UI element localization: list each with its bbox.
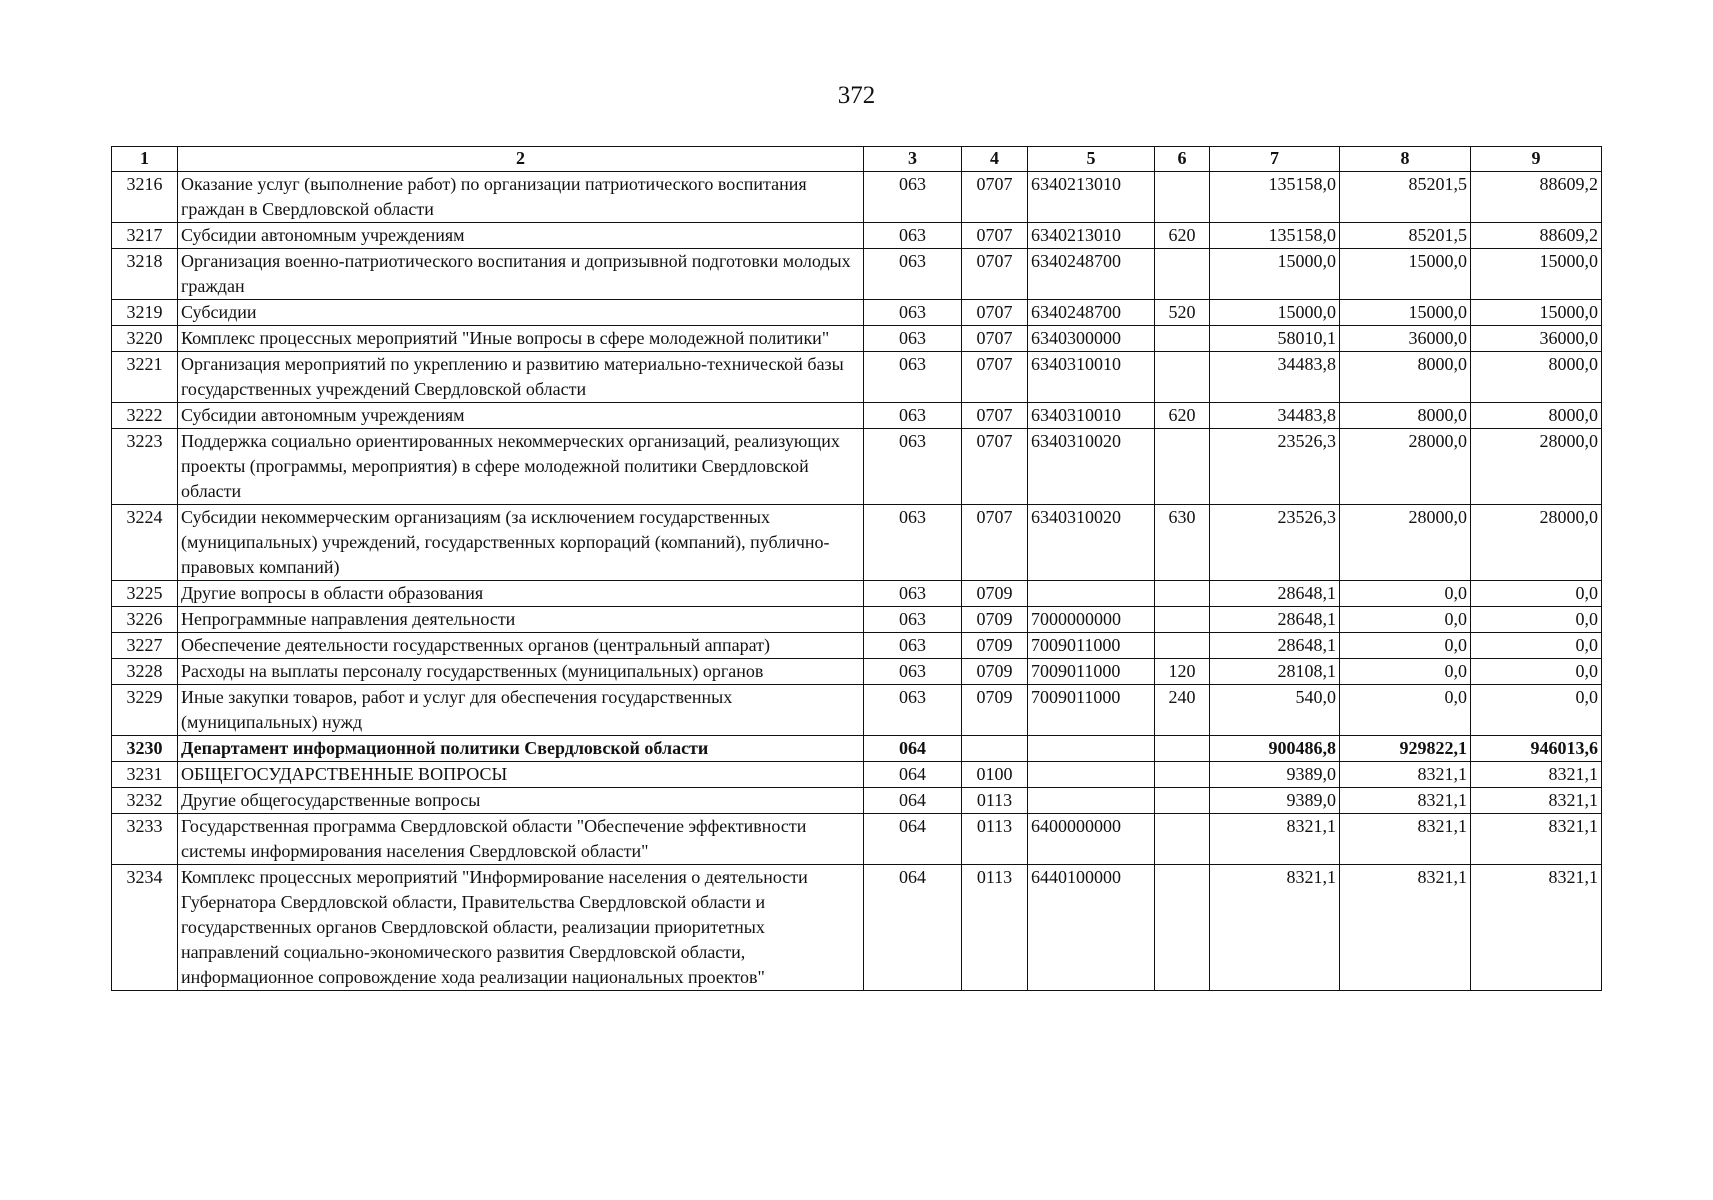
ministry-code-cell: 064 — [864, 762, 962, 788]
amount-cell: 15000,0 — [1210, 300, 1340, 326]
amount-cell: 8321,1 — [1210, 865, 1340, 991]
item-name-cell: Поддержка социально ориентированных некоммерческих организаций, реализующих проекты (программы, мероприятия) в сфере молодежной политики Свердловской области — [178, 429, 864, 505]
target-code-cell: 7009011000 — [1028, 633, 1155, 659]
amount-cell: 34483,8 — [1210, 352, 1340, 403]
ministry-code-cell: 063 — [864, 633, 962, 659]
table-row — [112, 326, 1602, 352]
amount-cell: 88609,2 — [1471, 172, 1602, 223]
ministry-code-cell: 063 — [864, 607, 962, 633]
amount-cell: 946013,6 — [1471, 736, 1602, 762]
amount-cell: 0,0 — [1471, 633, 1602, 659]
expense-type-cell — [1155, 352, 1210, 403]
target-code-cell: 6340310020 — [1028, 505, 1155, 581]
ministry-code-cell: 064 — [864, 814, 962, 865]
table-row — [112, 865, 1602, 991]
row-number-cell: 3222 — [112, 403, 178, 429]
section-code-cell: 0707 — [962, 352, 1028, 403]
page-number: 372 — [837, 82, 876, 109]
expense-type-cell: 630 — [1155, 505, 1210, 581]
amount-cell: 15000,0 — [1210, 249, 1340, 300]
target-code-cell: 6340213010 — [1028, 172, 1155, 223]
row-number-cell: 3230 — [112, 736, 178, 762]
header-row — [112, 147, 1602, 172]
row-number-cell: 3218 — [112, 249, 178, 300]
column-header: 6 — [1155, 147, 1210, 172]
amount-cell: 8321,1 — [1471, 762, 1602, 788]
target-code-cell: 6340248700 — [1028, 300, 1155, 326]
item-name-cell: Государственная программа Свердловской области "Обеспечение эффективности системы информирования населения Свердловской области" — [178, 814, 864, 865]
row-number-cell: 3216 — [112, 172, 178, 223]
amount-cell: 15000,0 — [1340, 300, 1471, 326]
item-name-cell: Субсидии автономным учреждениям — [178, 403, 864, 429]
table-row — [112, 607, 1602, 633]
item-name-cell: Другие вопросы в области образования — [178, 581, 864, 607]
amount-cell: 28000,0 — [1471, 429, 1602, 505]
item-name-cell: Оказание услуг (выполнение работ) по организации патриотического воспитания граждан в Свердловской области — [178, 172, 864, 223]
item-name-cell: Организация мероприятий по укреплению и развитию материально-технической базы государственных учреждений Свердловской области — [178, 352, 864, 403]
ministry-code-cell: 063 — [864, 223, 962, 249]
amount-cell: 135158,0 — [1210, 172, 1340, 223]
target-code-cell: 6340310020 — [1028, 429, 1155, 505]
ministry-code-cell: 063 — [864, 581, 962, 607]
section-code-cell: 0707 — [962, 429, 1028, 505]
amount-cell: 8000,0 — [1471, 352, 1602, 403]
amount-cell: 85201,5 — [1340, 223, 1471, 249]
expense-type-cell — [1155, 429, 1210, 505]
expense-type-cell: 520 — [1155, 300, 1210, 326]
section-code-cell: 0707 — [962, 505, 1028, 581]
amount-cell: 8321,1 — [1471, 814, 1602, 865]
ministry-code-cell: 064 — [864, 865, 962, 991]
target-code-cell: 7009011000 — [1028, 685, 1155, 736]
section-code-cell: 0709 — [962, 633, 1028, 659]
row-number-cell: 3233 — [112, 814, 178, 865]
expense-type-cell — [1155, 249, 1210, 300]
item-name-cell: Другие общегосударственные вопросы — [178, 788, 864, 814]
row-number-cell: 3220 — [112, 326, 178, 352]
row-number-cell: 3223 — [112, 429, 178, 505]
row-number-cell: 3221 — [112, 352, 178, 403]
ministry-code-cell: 064 — [864, 788, 962, 814]
section-code-cell: 0709 — [962, 659, 1028, 685]
amount-cell: 8321,1 — [1340, 762, 1471, 788]
budget-table — [111, 146, 1602, 991]
amount-cell: 0,0 — [1340, 659, 1471, 685]
amount-cell: 58010,1 — [1210, 326, 1340, 352]
item-name-cell: Непрограммные направления деятельности — [178, 607, 864, 633]
row-number-cell: 3227 — [112, 633, 178, 659]
section-code-cell: 0709 — [962, 607, 1028, 633]
table-row — [112, 505, 1602, 581]
amount-cell: 28000,0 — [1340, 505, 1471, 581]
expense-type-cell: 620 — [1155, 403, 1210, 429]
amount-cell: 9389,0 — [1210, 762, 1340, 788]
target-code-cell: 6340310010 — [1028, 352, 1155, 403]
expense-type-cell — [1155, 581, 1210, 607]
section-code-cell: 0113 — [962, 814, 1028, 865]
expense-type-cell: 120 — [1155, 659, 1210, 685]
item-name-cell: Иные закупки товаров, работ и услуг для обеспечения государственных (муниципальных) нужд — [178, 685, 864, 736]
amount-cell: 23526,3 — [1210, 429, 1340, 505]
column-header: 9 — [1471, 147, 1602, 172]
item-name-cell: Комплекс процессных мероприятий "Информирование населения о деятельности Губернатора Свердловской области, Правительства Свердловской области и государственных органов Свердловской области, реализации приоритетных направлений социально-экономического развития Свердловской области, информационное сопровождение хода реализации национальных проектов" — [178, 865, 864, 991]
amount-cell: 0,0 — [1471, 685, 1602, 736]
target-code-cell: 6340310010 — [1028, 403, 1155, 429]
expense-type-cell — [1155, 762, 1210, 788]
amount-cell: 8321,1 — [1340, 814, 1471, 865]
row-number-cell: 3219 — [112, 300, 178, 326]
section-code-cell: 0100 — [962, 762, 1028, 788]
row-number-cell: 3234 — [112, 865, 178, 991]
section-code-cell: 0113 — [962, 788, 1028, 814]
amount-cell: 34483,8 — [1210, 403, 1340, 429]
column-header: 7 — [1210, 147, 1340, 172]
ministry-code-cell: 063 — [864, 429, 962, 505]
amount-cell: 15000,0 — [1471, 300, 1602, 326]
section-code-cell: 0707 — [962, 249, 1028, 300]
expense-type-cell — [1155, 326, 1210, 352]
amount-cell: 28000,0 — [1471, 505, 1602, 581]
amount-cell: 8321,1 — [1210, 814, 1340, 865]
amount-cell: 540,0 — [1210, 685, 1340, 736]
amount-cell: 28108,1 — [1210, 659, 1340, 685]
table-row — [112, 352, 1602, 403]
amount-cell: 8000,0 — [1340, 352, 1471, 403]
table-body — [112, 172, 1602, 991]
amount-cell: 28648,1 — [1210, 607, 1340, 633]
item-name-cell: Обеспечение деятельности государственных органов (центральный аппарат) — [178, 633, 864, 659]
table-row — [112, 249, 1602, 300]
column-header: 2 — [178, 147, 864, 172]
amount-cell: 23526,3 — [1210, 505, 1340, 581]
item-name-cell: Комплекс процессных мероприятий "Иные вопросы в сфере молодежной политики" — [178, 326, 864, 352]
section-code-cell: 0707 — [962, 223, 1028, 249]
ministry-code-cell: 063 — [864, 352, 962, 403]
column-header: 4 — [962, 147, 1028, 172]
section-code-cell — [962, 736, 1028, 762]
expense-type-cell — [1155, 736, 1210, 762]
row-number-cell: 3231 — [112, 762, 178, 788]
section-code-cell: 0707 — [962, 172, 1028, 223]
section-code-cell: 0113 — [962, 865, 1028, 991]
table-row — [112, 300, 1602, 326]
column-header: 1 — [112, 147, 178, 172]
target-code-cell: 6440100000 — [1028, 865, 1155, 991]
section-code-cell: 0707 — [962, 403, 1028, 429]
row-number-cell: 3225 — [112, 581, 178, 607]
section-code-cell: 0707 — [962, 300, 1028, 326]
table-row — [112, 403, 1602, 429]
ministry-code-cell: 064 — [864, 736, 962, 762]
item-name-cell: Субсидии — [178, 300, 864, 326]
table-row — [112, 762, 1602, 788]
section-code-cell: 0707 — [962, 326, 1028, 352]
table-row — [112, 581, 1602, 607]
amount-cell: 8321,1 — [1471, 865, 1602, 991]
item-name-cell: ОБЩЕГОСУДАРСТВЕННЫЕ ВОПРОСЫ — [178, 762, 864, 788]
target-code-cell — [1028, 581, 1155, 607]
amount-cell: 88609,2 — [1471, 223, 1602, 249]
row-number-cell: 3229 — [112, 685, 178, 736]
amount-cell: 0,0 — [1340, 633, 1471, 659]
expense-type-cell — [1155, 607, 1210, 633]
amount-cell: 28648,1 — [1210, 581, 1340, 607]
amount-cell: 900486,8 — [1210, 736, 1340, 762]
amount-cell: 929822,1 — [1340, 736, 1471, 762]
table-row — [112, 814, 1602, 865]
expense-type-cell — [1155, 633, 1210, 659]
ministry-code-cell: 063 — [864, 300, 962, 326]
column-header: 8 — [1340, 147, 1471, 172]
row-number-cell: 3224 — [112, 505, 178, 581]
amount-cell: 8000,0 — [1340, 403, 1471, 429]
expense-type-cell — [1155, 788, 1210, 814]
amount-cell: 15000,0 — [1471, 249, 1602, 300]
target-code-cell — [1028, 762, 1155, 788]
section-code-cell: 0709 — [962, 685, 1028, 736]
column-header: 5 — [1028, 147, 1155, 172]
row-number-cell: 3232 — [112, 788, 178, 814]
expense-type-cell: 620 — [1155, 223, 1210, 249]
ministry-code-cell: 063 — [864, 685, 962, 736]
amount-cell: 0,0 — [1471, 581, 1602, 607]
item-name-cell: Организация военно-патриотического воспитания и допризывной подготовки молодых граждан — [178, 249, 864, 300]
table-row — [112, 633, 1602, 659]
target-code-cell: 6400000000 — [1028, 814, 1155, 865]
expense-type-cell — [1155, 814, 1210, 865]
ministry-code-cell: 063 — [864, 326, 962, 352]
table-row — [112, 223, 1602, 249]
expense-type-cell — [1155, 172, 1210, 223]
row-number-cell: 3228 — [112, 659, 178, 685]
row-number-cell: 3217 — [112, 223, 178, 249]
table-row — [112, 659, 1602, 685]
amount-cell: 0,0 — [1340, 607, 1471, 633]
amount-cell: 8321,1 — [1340, 865, 1471, 991]
amount-cell: 36000,0 — [1340, 326, 1471, 352]
amount-cell: 9389,0 — [1210, 788, 1340, 814]
target-code-cell: 6340213010 — [1028, 223, 1155, 249]
table-row — [112, 429, 1602, 505]
amount-cell: 0,0 — [1340, 581, 1471, 607]
item-name-cell: Департамент информационной политики Свердловской области — [178, 736, 864, 762]
table-row — [112, 788, 1602, 814]
column-header: 3 — [864, 147, 962, 172]
target-code-cell: 6340300000 — [1028, 326, 1155, 352]
target-code-cell: 7009011000 — [1028, 659, 1155, 685]
ministry-code-cell: 063 — [864, 172, 962, 223]
amount-cell: 8321,1 — [1471, 788, 1602, 814]
amount-cell: 15000,0 — [1340, 249, 1471, 300]
row-number-cell: 3226 — [112, 607, 178, 633]
amount-cell: 0,0 — [1471, 659, 1602, 685]
amount-cell: 135158,0 — [1210, 223, 1340, 249]
table-row — [112, 685, 1602, 736]
amount-cell: 85201,5 — [1340, 172, 1471, 223]
expense-type-cell: 240 — [1155, 685, 1210, 736]
ministry-code-cell: 063 — [864, 659, 962, 685]
amount-cell: 8321,1 — [1340, 788, 1471, 814]
amount-cell: 28000,0 — [1340, 429, 1471, 505]
target-code-cell — [1028, 788, 1155, 814]
expense-type-cell — [1155, 865, 1210, 991]
amount-cell: 0,0 — [1471, 607, 1602, 633]
target-code-cell: 7000000000 — [1028, 607, 1155, 633]
target-code-cell — [1028, 736, 1155, 762]
item-name-cell: Субсидии автономным учреждениям — [178, 223, 864, 249]
ministry-code-cell: 063 — [864, 505, 962, 581]
section-code-cell: 0709 — [962, 581, 1028, 607]
table-row — [112, 172, 1602, 223]
amount-cell: 28648,1 — [1210, 633, 1340, 659]
table-row — [112, 736, 1602, 762]
item-name-cell: Субсидии некоммерческим организациям (за исключением государственных (муниципальных) учреждений, государственных корпораций (компаний), публично-правовых компаний) — [178, 505, 864, 581]
amount-cell: 8000,0 — [1471, 403, 1602, 429]
ministry-code-cell: 063 — [864, 249, 962, 300]
target-code-cell: 6340248700 — [1028, 249, 1155, 300]
amount-cell: 36000,0 — [1471, 326, 1602, 352]
ministry-code-cell: 063 — [864, 403, 962, 429]
item-name-cell: Расходы на выплаты персоналу государственных (муниципальных) органов — [178, 659, 864, 685]
amount-cell: 0,0 — [1340, 685, 1471, 736]
